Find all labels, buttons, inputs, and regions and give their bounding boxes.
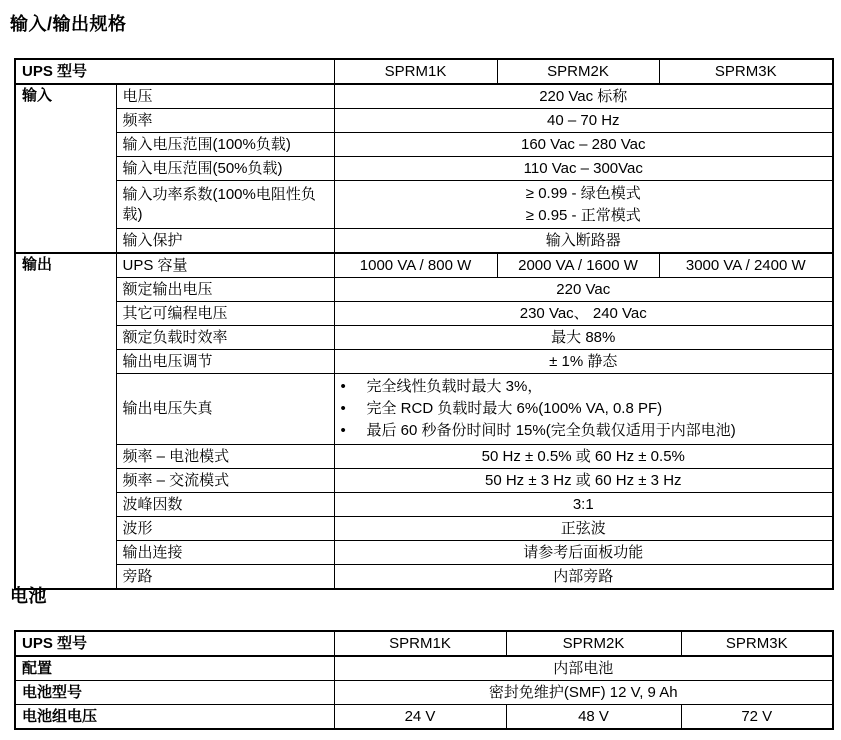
row-label: 输入电压范围(50%负载) [116,157,334,181]
distortion-bullet-2 [341,398,827,420]
table-row [15,541,833,565]
table-row [15,517,833,541]
row-label: 输入保护 [116,229,334,254]
row-label: 额定输出电压 [116,278,334,302]
row-value-sprm2k: 2000 VA / 1600 W [497,253,659,278]
model-header-sprm3k: SPRM3K [681,631,833,656]
table-row [15,133,833,157]
row-value: 输入断路器 [334,229,833,254]
row-value: 请参考后面板功能 [334,541,833,565]
row-value: 230 Vac、 240 Vac [334,302,833,326]
io-spec-title: 输入/输出规格 [10,14,127,34]
row-value: 50 Hz ± 0.5% 或 60 Hz ± 0.5% [334,445,833,469]
bullet-icon: • [340,422,346,439]
row-label: 额定负载时效率 [116,326,334,350]
row-label: 输入功率系数(100%电阻性负载) [116,181,334,229]
table-row [15,157,833,181]
table-row [15,681,833,705]
row-label: 频率 – 交流模式 [116,469,334,493]
input-section-label: 输入 [15,84,116,253]
table-row [15,326,833,350]
row-value-sprm2k: 48 V [506,705,681,730]
ups-model-header: UPS 型号 [15,631,334,656]
row-label: 波形 [116,517,334,541]
table-row [15,109,833,133]
row-label: 输出电压失真 [116,374,334,445]
row-value: 110 Vac – 300Vac [334,157,833,181]
table-header-row [15,59,833,84]
power-factor-line-1: ≥ 0.99 - 绿色模式 [525,184,641,202]
table-row [15,469,833,493]
model-header-sprm1k: SPRM1K [334,59,497,84]
ups-model-header: UPS 型号 [15,59,334,84]
row-label: 电池组电压 [15,705,334,730]
battery-spec-table [14,630,834,730]
row-label: 其它可编程电压 [116,302,334,326]
row-label: UPS 容量 [116,253,334,278]
bullet-text: 完全线性负载时最大 3%， [366,378,543,395]
row-label: 配置 [15,656,334,681]
row-label: 输出电压调节 [116,350,334,374]
row-label: 输入电压范围(100%负载) [116,133,334,157]
table-row [15,229,833,254]
power-factor-line-2: ≥ 0.95 - 正常模式 [525,206,641,224]
row-label: 波峰因数 [116,493,334,517]
row-value: 160 Vac – 280 Vac [334,133,833,157]
row-label: 旁路 [116,565,334,590]
battery-title: 电池 [10,586,47,606]
distortion-bullet-3 [341,420,827,442]
row-value: 密封免维护(SMF) 12 V, 9 Ah [334,681,833,705]
row-label: 频率 – 电池模式 [116,445,334,469]
bullet-text: 完全 RCD 负载时最大 6%(100% VA, 0.8 PF) [366,400,663,417]
row-value: 40 – 70 Hz [334,109,833,133]
table-row [15,181,833,229]
table-row [15,493,833,517]
model-header-sprm2k: SPRM2K [506,631,681,656]
table-row [15,302,833,326]
row-value [334,374,833,445]
row-value-sprm1k: 24 V [334,705,506,730]
row-value: 50 Hz ± 3 Hz 或 60 Hz ± 3 Hz [334,469,833,493]
row-label: 电压 [116,84,334,109]
row-label: 频率 [116,109,334,133]
table-row [15,565,833,590]
bullet-icon: • [340,378,346,395]
table-row [15,84,833,109]
row-value: 220 Vac [334,278,833,302]
row-label: 输出连接 [116,541,334,565]
model-header-sprm2k: SPRM2K [497,59,659,84]
table-row [15,253,833,278]
io-spec-table [14,58,834,590]
row-value-sprm3k: 3000 VA / 2400 W [659,253,833,278]
output-section-label: 输出 [15,253,116,589]
row-value: ± 1% 静态 [334,350,833,374]
table-row [15,445,833,469]
bullet-text: 最后 60 秒备份时间时 15%(完全负载仅适用于内部电池) [366,422,736,439]
row-value-sprm1k: 1000 VA / 800 W [334,253,497,278]
bullet-icon: • [340,400,346,417]
distortion-bullet-1 [341,376,827,398]
row-value: 内部旁路 [334,565,833,590]
table-row [15,656,833,681]
table-row [15,278,833,302]
table-header-row [15,631,833,656]
row-value: 最大 88% [334,326,833,350]
table-row [15,350,833,374]
row-value: 正弦波 [334,517,833,541]
row-value: 220 Vac 标称 [334,84,833,109]
row-value: 内部电池 [334,656,833,681]
row-label: 电池型号 [15,681,334,705]
row-value [334,181,833,229]
row-value: 3:1 [334,493,833,517]
model-header-sprm3k: SPRM3K [659,59,833,84]
row-value-sprm3k: 72 V [681,705,833,730]
table-row [15,705,833,730]
model-header-sprm1k: SPRM1K [334,631,506,656]
table-row [15,374,833,445]
